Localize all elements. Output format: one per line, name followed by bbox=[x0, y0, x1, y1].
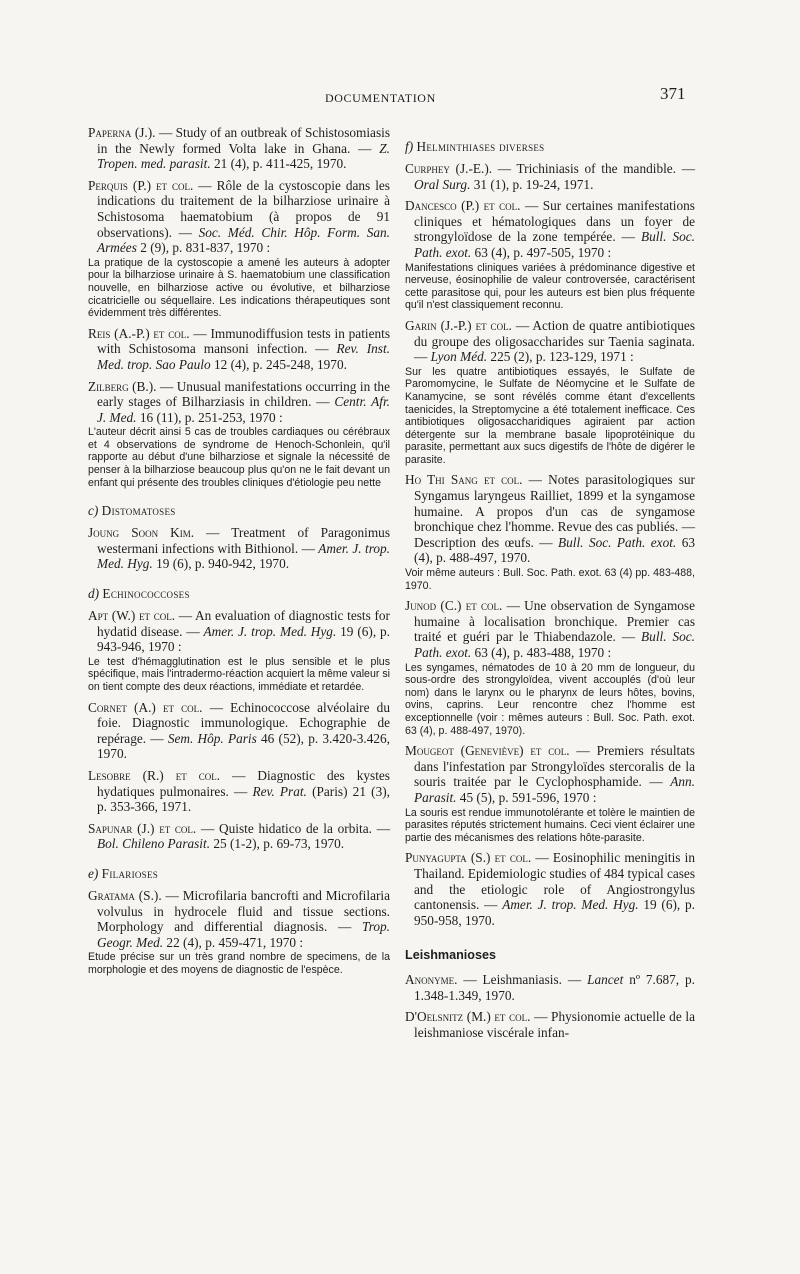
entry-journal: Bol. Chileno Parasit. bbox=[97, 836, 211, 852]
entry-journal: Lyon Méd. bbox=[430, 349, 488, 365]
entry-reference: 2 (9), p. 831-837, 1970 : bbox=[136, 240, 271, 256]
entry-citation bbox=[88, 178, 390, 256]
entry-author: Punyagupta (S.) et col. bbox=[405, 850, 532, 866]
entry-title: — Quiste hidatico de la orbita. — bbox=[196, 820, 390, 836]
entry-author: Perquis (P.) et col. bbox=[88, 177, 194, 193]
entry-reference: 12 (4), p. 245-248, 1970. bbox=[210, 356, 347, 372]
entry-journal: Rev. Inst. Med. trop. Sao Paulo bbox=[97, 341, 390, 372]
page-number: 371 bbox=[660, 84, 686, 103]
entry-reference: 19 (6), p. 940-942, 1970. bbox=[152, 556, 290, 572]
section-heading bbox=[88, 586, 390, 602]
entry-citation bbox=[405, 161, 695, 192]
entry-author: Junod (C.) et col. bbox=[405, 598, 503, 614]
entry-journal: Z. Tropen. med. parasit. bbox=[97, 140, 390, 172]
entry-reference: (Paris) 21 (3), p. 353-366, 1971. bbox=[97, 783, 390, 815]
entry-citation bbox=[405, 743, 695, 805]
entry-reference: nº 7.687, p. 1.348-1.349, 1970. bbox=[414, 972, 695, 1003]
entry-journal: Amer. J. trop. Med. Hyg. bbox=[97, 540, 390, 572]
entry-title: — Physionomie actuelle de la leishmaniose viscérale infan- bbox=[414, 1009, 695, 1041]
entry-citation bbox=[405, 318, 695, 365]
bibliography-entry bbox=[405, 598, 695, 737]
section-name: Helminthiases diverses bbox=[416, 139, 545, 154]
running-title: DOCUMENTATION bbox=[325, 91, 436, 105]
entry-title: — Une observation de Syngamose humaine à localisation bronchique. Premier cas traité et guéri par le Thiabendazole. — bbox=[414, 598, 696, 645]
section-letter: d) bbox=[88, 586, 100, 602]
entry-abstract: Les syngames, nématodes de 10 à 20 mm de longueur, du sous-ordre des strongyloïdea, vivent accouplés (d'où leur nom) dans le larynx ou le pharynx de leurs hôtes, bovins, ovins, caprins. Leur rencontre chez l'homme est exceptionnelle (voir : mêmes auteurs : Bull. Soc. Path. exot. 63 (4), p. 488-497, 1970). bbox=[405, 661, 695, 737]
entry-author: Zilberg (B.). bbox=[88, 378, 157, 394]
entry-title: — Unusual manifestations occurring in the early stages of Bilharziasis in children. — bbox=[97, 378, 390, 410]
entry-title: — Action de quatre antibiotiques du groupe des oligosaccharides sur Taenia saginata. — bbox=[414, 317, 696, 365]
bibliography-entry bbox=[88, 700, 390, 762]
entry-journal: Bull. Soc. Path. exot. bbox=[414, 629, 695, 660]
entry-abstract: La pratique de la cystoscopie a amené les auteurs à adopter pour la bilharziose urinaire à S. haematobium une classification nouvelle, en bilharziose active ou évolutive, et bilharziose cicatricielle ou séquellaire. Les indications thérapeutiques sont évidemment très différentes. bbox=[88, 256, 390, 320]
entry-author: Dancesco (P.) et col. bbox=[405, 198, 521, 214]
entry-reference: 63 (4), p. 488-497, 1970. bbox=[414, 534, 696, 566]
bibliography-entry bbox=[88, 821, 390, 852]
entry-citation bbox=[88, 768, 390, 815]
entry-author: Reis (A.-P.) et col. bbox=[88, 325, 190, 341]
entry-abstract: La souris est rendue immunotolérante et tolère le maintien de parasites réputés strictement humains. Ceci vient éclairer une partie des mécanismes des relations hôte-parasite. bbox=[405, 806, 695, 844]
entry-title: — Study of an outbreak of Schistosomiasis in the Newly formed Volta lake in Ghana. — bbox=[97, 125, 390, 156]
entry-author: Paperna (J.). bbox=[88, 125, 156, 140]
entry-journal: Sem. Hôp. Paris bbox=[167, 730, 257, 746]
entry-abstract: Le test d'hémagglutination est le plus sensible et le plus spécifique, mais l'intradermo-réaction acquiert la même valeur si on tient compte des deux réactions, immédiate et retardée. bbox=[88, 655, 390, 693]
entry-citation bbox=[405, 472, 695, 566]
entry-citation bbox=[88, 326, 390, 373]
bibliography-entry bbox=[405, 161, 695, 192]
bibliography-entry bbox=[88, 768, 390, 815]
entry-author: Apt (W.) et col. bbox=[88, 608, 176, 624]
entry-author: Mougeot (Geneviève) et col. bbox=[405, 743, 570, 759]
bibliography-entry bbox=[88, 379, 390, 490]
bibliography-entry bbox=[405, 972, 695, 1003]
entry-abstract: L'auteur décrit ainsi 5 cas de troubles cardiaques ou cérébraux et 4 observations de syndrome de Henoch-Schonlein, qu'il rapporte au début d'une bilharziose et signale la nécessité de penser à la bilharziose beaucoup plus qu'on ne le fait devant un enfant qui présente des troubles cliniques d'étiologie peu nette bbox=[88, 426, 390, 489]
entry-reference: 19 (6), p. 943-946, 1970 : bbox=[97, 623, 390, 655]
entry-reference: 63 (4), p. 497-505, 1970 : bbox=[471, 244, 612, 260]
entry-title: — An evaluation of diagnostic tests for hydatid disease. — bbox=[97, 608, 390, 639]
section-letter: c) bbox=[88, 503, 99, 519]
entry-title: — Leishmaniasis. — bbox=[457, 972, 588, 988]
entry-journal: Lancet bbox=[587, 972, 624, 988]
entry-author: Lesobre (R.) et col. bbox=[88, 767, 221, 783]
entry-author: Gratama (S.). bbox=[88, 887, 162, 903]
entry-journal: Amer. J. trop. Med. Hyg. bbox=[502, 897, 639, 913]
entry-title: — Sur certaines manifestations cliniques et hématologiques dans un foyer de strongyloïdose de la zone tempérée. — bbox=[414, 198, 695, 245]
category-heading: Leishmanioses bbox=[405, 948, 496, 963]
entry-title: — Diagnostic des kystes hydatiques pulmonaires. — bbox=[97, 767, 390, 799]
entry-journal: Rev. Prat. bbox=[252, 783, 307, 799]
entry-reference: 46 (52), p. 3.420-3.426, 1970. bbox=[97, 730, 390, 762]
entry-journal: Soc. Méd. Chir. Hôp. Form. San. Armées bbox=[97, 224, 390, 256]
entry-title: — Eosinophilic meningitis in Thailand. Epidemiologic studies of 484 typical cases and the etiologic role of Angiostrongylus cantonensis. — bbox=[414, 850, 696, 913]
entry-title: — Immunodiffusion tests in patients with Schistosoma mansoni infection. — bbox=[97, 325, 390, 357]
entry-reference: 63 (4), p. 483-488, 1970 : bbox=[471, 645, 612, 660]
entry-journal: Oral Surg. bbox=[414, 176, 471, 192]
entry-citation bbox=[88, 525, 390, 572]
section-name: Filarioses bbox=[101, 865, 159, 881]
entry-reference: 16 (11), p. 251-253, 1970 : bbox=[136, 409, 283, 425]
entry-journal: Amer. J. trop. Med. Hyg. bbox=[203, 623, 337, 639]
entry-abstract: Voir même auteurs : Bull. Soc. Path. exot. 63 (4) pp. 483-488, 1970. bbox=[405, 567, 695, 592]
bibliography-entry bbox=[88, 178, 390, 320]
entry-journal: Centr. Afr. J. Med. bbox=[97, 394, 390, 425]
entry-citation bbox=[405, 598, 695, 660]
bibliography-entry bbox=[88, 888, 390, 977]
entry-title: — Echinococcose alvéolaire du foie. Diagnostic immunologique. Echographie de repérage. — bbox=[97, 699, 390, 746]
entry-title: — Trichiniasis of the mandible. — bbox=[492, 161, 695, 176]
entry-citation bbox=[88, 888, 390, 950]
entry-journal: Trop. Geogr. Med. bbox=[97, 919, 390, 950]
section-letter: e) bbox=[88, 865, 99, 881]
entry-reference: 21 (4), p. 411-425, 1970. bbox=[210, 156, 347, 172]
bibliography-entry bbox=[405, 472, 695, 592]
entry-journal: Bull. Soc. Path. exot. bbox=[558, 534, 677, 550]
section-heading bbox=[88, 503, 390, 519]
entry-abstract: Manifestations cliniques variées à prédominance digestive et nerveuse, éosinophilie de valeur controversée, caractérisent cette parasitose qui, pour les auteurs est bien plus fréquente qu'il n'est classiquement reconnu. bbox=[405, 261, 695, 312]
entry-citation bbox=[88, 125, 390, 172]
section-name: Distomatoses bbox=[101, 503, 176, 519]
section-heading bbox=[405, 139, 695, 155]
section-letter: f) bbox=[405, 139, 414, 154]
section-name: Echinococcoses bbox=[102, 586, 190, 602]
entry-reference: 225 (2), p. 123-129, 1971 : bbox=[487, 349, 634, 365]
entry-title: — Rôle de la cystoscopie dans les indications du traitement de la bilharziose urinaire à Schistosoma haematobium (à propos de 91 observations). — bbox=[97, 177, 390, 240]
bibliography-entry bbox=[405, 1009, 695, 1040]
entry-abstract: Sur les quatre antibiotiques essayés, le Sulfate de Paromomycine, le Sulfate de Néomycine et le Sulfate de Kanamycine, se sont révélés comme étant d'excellents taenicides, la Streptomycine a été totalement inefficace. Ces antibiotiques oligosaccharidiques agiraient par action détergente sur la membrane basale lipoprotéinique du parasite, permettant aux sucs digestifs de l'hôte de digérer le parasite. bbox=[405, 365, 695, 466]
entry-author: Ho Thi Sang et col. bbox=[405, 472, 523, 488]
entry-citation bbox=[88, 379, 390, 426]
running-header bbox=[0, 84, 800, 110]
entry-author: Garin (J.-P.) et col. bbox=[405, 317, 512, 333]
bibliography-entry bbox=[88, 525, 390, 572]
entry-reference: 22 (4), p. 459-471, 1970 : bbox=[163, 934, 304, 950]
bibliography-entry bbox=[88, 125, 390, 172]
entry-author: Cornet (A.) et col. bbox=[88, 699, 203, 715]
entry-author: Curphey (J.-E.). bbox=[405, 161, 493, 176]
entry-title: — Microfilaria bancrofti and Microfilaria volvulus in hydrocele fluid and tissue sections. Morphology and differential diagnosis. — bbox=[97, 887, 390, 935]
entry-citation bbox=[405, 850, 695, 928]
entry-journal: Ann. Parasit. bbox=[414, 774, 695, 805]
entry-title: — Treatment of Paragonimus westermani infections with Bithionol. — bbox=[97, 525, 390, 556]
entry-author: D'Oelsnitz (M.) et col. bbox=[405, 1009, 531, 1025]
entry-author: Joung Soon Kim. bbox=[88, 525, 195, 541]
entry-title: — Notes parasitologiques sur Syngamus laryngeus Railliet, 1899 et la syngamose humaine. A propos d'un cas de syngamose bronchique chez l'homme. Revue des cas publiés. — Description des œufs. — bbox=[414, 472, 695, 550]
entry-citation bbox=[88, 700, 390, 762]
entry-citation bbox=[88, 821, 390, 852]
bibliography-entry bbox=[405, 318, 695, 467]
entry-abstract: Etude précise sur un très grand nombre de specimens, de la morphologie et des moyens de diagnostic de l'espèce. bbox=[88, 951, 390, 976]
bibliography-entry bbox=[405, 198, 695, 312]
bibliography-entry bbox=[405, 850, 695, 928]
entry-journal: Bull. Soc. Path. exot. bbox=[414, 229, 695, 260]
entry-citation bbox=[405, 972, 695, 1003]
entry-reference: 19 (6), p. 950-958, 1970. bbox=[414, 897, 695, 928]
right-column bbox=[405, 125, 695, 1047]
section-heading bbox=[88, 866, 390, 882]
entry-citation bbox=[88, 608, 390, 655]
entry-reference: 31 (1), p. 19-24, 1971. bbox=[470, 176, 594, 192]
left-column bbox=[88, 125, 390, 983]
entry-author: Sapunar (J.) et col. bbox=[88, 820, 197, 836]
entry-title: — Premiers résultats dans l'infestation par Strongyloïdes stercoralis de la souris traitée par le Cyclophosphamide. — bbox=[414, 743, 695, 790]
bibliography-entry bbox=[88, 608, 390, 694]
bibliography-entry bbox=[88, 326, 390, 373]
entry-citation bbox=[405, 198, 695, 260]
bibliography-entry bbox=[405, 743, 695, 844]
entry-reference: 45 (5), p. 591-596, 1970 : bbox=[456, 789, 597, 805]
entry-reference: 25 (1-2), p. 69-73, 1970. bbox=[210, 836, 345, 852]
entry-author: Anonyme. bbox=[405, 972, 458, 988]
entry-citation bbox=[405, 1009, 695, 1040]
